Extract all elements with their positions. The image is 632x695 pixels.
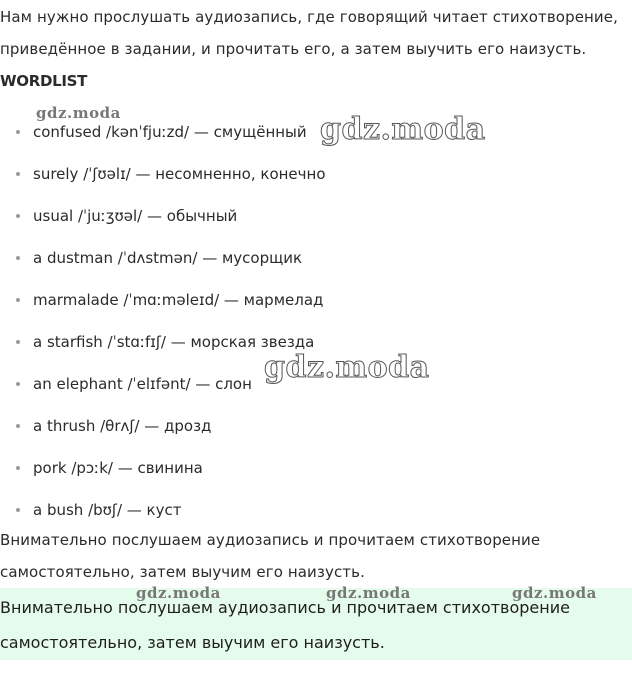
list-item [0, 280, 326, 322]
list-item [0, 322, 326, 364]
bullet-icon [16, 466, 20, 470]
word-entry: a dustman /ˈdʌstmən/ — мусорщик [33, 249, 303, 267]
bullet-icon [16, 424, 20, 428]
answer-highlight-paragraph: Внимательно послушаем аудиозапись и прочитаем стихотворение самостоятельно, затем выучим его наизусть. [0, 598, 570, 652]
bullet-icon [16, 508, 20, 512]
word-entry: a starfish /ˈstɑːfɪʃ/ — морская звезда [33, 333, 315, 351]
list-item [0, 448, 326, 490]
list-item [0, 196, 326, 238]
wordlist [0, 112, 326, 532]
list-item [0, 406, 326, 448]
intro-paragraph: Нам нужно прослушать аудиозапись, где говорящий читает стихотворение, приведённое в задании, и прочитать его, а затем выучить его наизусть. [0, 8, 618, 58]
word-entry: a bush /bʊʃ/ — куст [33, 501, 182, 519]
word-entry: confused /kənˈfjuːzd/ — смущённый [33, 123, 307, 141]
word-entry: an elephant /ˈelɪfənt/ — слон [33, 375, 252, 393]
watermark-logo: gdz.moda [320, 112, 486, 147]
answer-paragraph: Внимательно послушаем аудиозапись и прочитаем стихотворение самостоятельно, затем выучим его наизусть. [0, 531, 541, 581]
list-item [0, 154, 326, 196]
bullet-icon [16, 172, 20, 176]
watermark-logo: gdz.moda [326, 584, 411, 602]
watermark-logo: gdz.moda [136, 584, 221, 602]
bullet-icon [16, 298, 20, 302]
watermark-logo: gdz.moda [264, 350, 430, 385]
list-item [0, 238, 326, 280]
word-entry: usual /ˈjuːʒʊəl/ — обычный [33, 207, 238, 225]
word-entry: a thrush /θrʌʃ/ — дрозд [33, 417, 212, 435]
list-item [0, 364, 326, 406]
bullet-icon [16, 256, 20, 260]
word-entry: pork /pɔːk/ — свинина [33, 459, 203, 477]
bullet-icon [16, 130, 20, 134]
watermark-logo: gdz.moda [36, 104, 121, 122]
bullet-icon [16, 214, 20, 218]
bullet-icon [16, 340, 20, 344]
watermark-logo: gdz.moda [512, 584, 597, 602]
word-entry: surely /ˈʃʊəlɪ/ — несомненно, конечно [33, 165, 326, 183]
word-entry: marmalade /ˈmɑːməleɪd/ — мармелад [33, 291, 324, 309]
wordlist-heading: WORDLIST [0, 72, 88, 90]
list-item [0, 112, 326, 154]
bullet-icon [16, 382, 20, 386]
